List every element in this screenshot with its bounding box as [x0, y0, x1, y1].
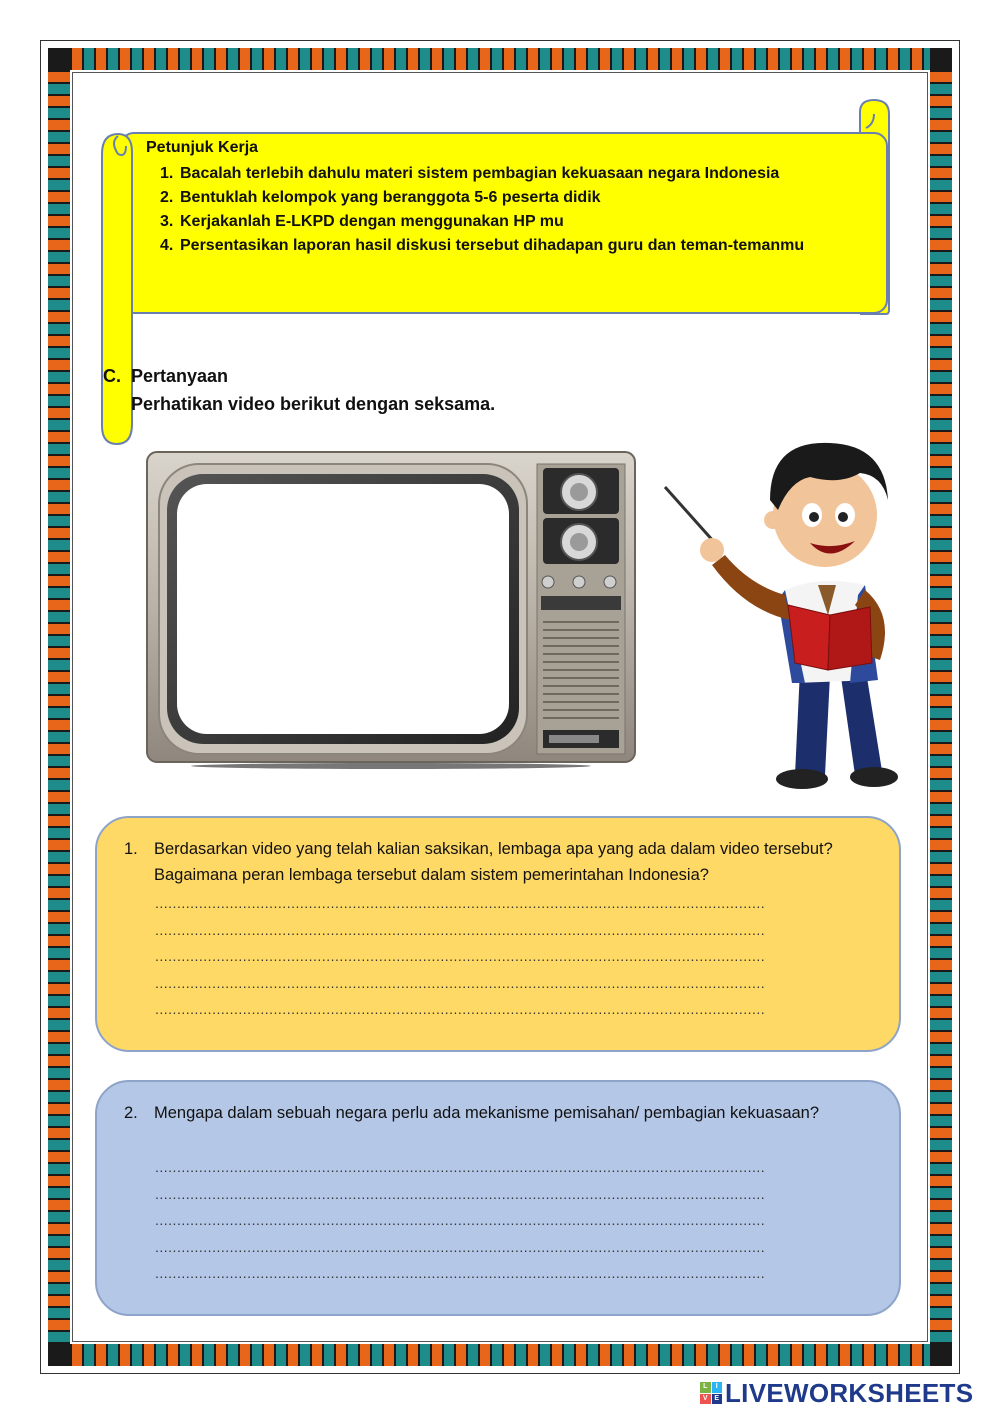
answer-line[interactable]: ........................................................................................................................................... — [155, 1265, 766, 1281]
section-subtitle: Perhatikan video berikut dengan seksama. — [131, 394, 496, 414]
liveworksheets-logo-icon: L I V E — [700, 1382, 722, 1404]
instruction-step: 3. Kerjakanlah E-LKPD dengan menggunakan HP mu — [160, 213, 564, 230]
answer-line[interactable]: ........................................................................................................................................... — [155, 1001, 766, 1017]
answer-line[interactable]: ........................................................................................................................................... — [155, 1185, 766, 1202]
answer-line[interactable]: ........................................................................................................................................... — [155, 895, 766, 911]
border-bottom — [48, 1344, 952, 1366]
liveworksheets-brand[interactable] — [700, 1378, 973, 1408]
corner-br — [930, 1344, 952, 1366]
brand-name: LIVEWORKSHEETS — [725, 1377, 974, 1408]
corner-tr — [930, 48, 952, 70]
border-top — [48, 48, 952, 70]
instructions-list — [160, 162, 862, 258]
instruction-step: 2. Bentuklah kelompok yang beranggota 5-6 peserta didik — [160, 189, 601, 206]
answer-line[interactable]: ........................................................................................................................................... — [155, 1238, 766, 1255]
section-label: C. — [103, 366, 121, 386]
answer-line[interactable]: ........................................................................................................................................... — [155, 948, 766, 964]
answer-line[interactable]: ........................................................................................................................................... — [155, 921, 766, 938]
video-player-tv[interactable] — [145, 450, 637, 770]
section-title: Pertanyaan — [131, 366, 229, 386]
teacher-illustration — [660, 415, 900, 800]
corner-tl — [48, 48, 70, 70]
border-right — [930, 48, 952, 1366]
question-card-2 — [95, 1080, 901, 1316]
instruction-step: 1. Bacalah terlebih dahulu materi sistem pembagian kekuasaan negara Indonesia — [160, 165, 780, 182]
question-card-1 — [95, 816, 901, 1052]
border-left — [48, 48, 70, 1366]
question-text: 1. Berdasarkan video yang telah kalian saksikan, lembaga apa yang ada dalam video tersebut? Bagaimana peran lembaga tersebut dalam sistem pemerintahan Indonesia? — [124, 840, 833, 884]
section-header — [103, 362, 495, 418]
corner-bl — [48, 1344, 70, 1366]
instruction-step: 4. Persentasikan laporan hasil diskusi tersebut dihadapan guru dan teman-temanmu — [160, 237, 805, 254]
answer-line[interactable]: ........................................................................................................................................... — [155, 974, 766, 991]
answer-line[interactable]: ........................................................................................................................................... — [155, 1159, 766, 1175]
video-screen[interactable] — [177, 484, 509, 734]
instructions-title: Petunjuk Kerja — [146, 139, 259, 156]
question-text: 2. Mengapa dalam sebuah negara perlu ada mekanisme pemisahan/ pembagian kekuasaan? — [124, 1104, 820, 1122]
scroll-left-roll — [100, 134, 140, 384]
answer-line[interactable]: ........................................................................................................................................... — [155, 1212, 766, 1228]
